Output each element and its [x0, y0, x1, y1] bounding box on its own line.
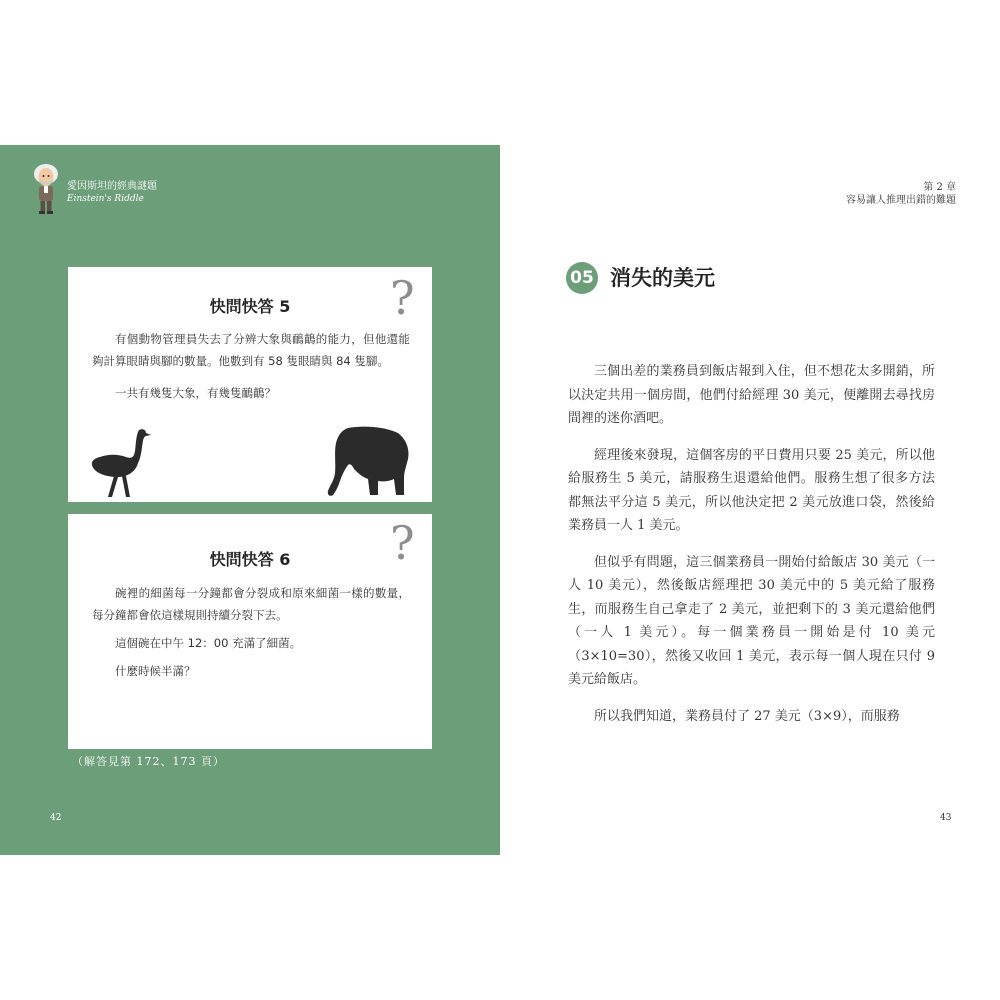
page-number-left: 42 [50, 813, 62, 823]
card-text [92, 328, 410, 404]
body-paragraph: 所以我們知道，業務員付了 27 美元（3×9），而服務 [594, 708, 900, 724]
body-text [568, 360, 935, 741]
card-paragraph: 這個碗在中午 12：00 充滿了細菌。 [115, 636, 302, 650]
card-question: 一共有幾隻大象，有幾隻鴯鶓？ [115, 386, 276, 400]
right-page [500, 145, 1000, 855]
body-paragraph: 三個出差的業務員到飯店報到入住，但不想花太多開銷，所以決定共用一個房間，他們付給經理 30 美元，便離開去尋找房間裡的迷你酒吧。 [568, 364, 935, 426]
book-subtitle: Einstein's Riddle [67, 194, 144, 204]
section-number-badge: 05 [566, 262, 598, 294]
left-page [0, 145, 500, 855]
card-title: 快問快答 5 [209, 297, 291, 316]
card-text [92, 582, 410, 682]
chapter-header [846, 181, 956, 207]
answer-reference: （解答見第 172、173 頁） [72, 755, 225, 768]
body-paragraph: 但似乎有問題，這三個業務員一開始付給飯店 30 美元（一人 10 美元），然後飯店經理把 30 美元中的 5 美元給了服務生，而服務生自己拿走了 2 美元，並把剩下的 3 美元還給他們（一人 1 美元）。每一個業務員一開始是付 10 美元（3×10=30），然後又收回 1 美元，表示每一個人現在只付 9 美元給飯店。 [568, 554, 935, 687]
card-question: 什麼時候半滿？ [115, 664, 196, 678]
quiz-card-6 [68, 514, 432, 749]
card-title: 快問快答 6 [209, 550, 291, 569]
page-number-right: 43 [940, 813, 952, 823]
book-title: 愛因斯坦的經典謎題 [67, 181, 157, 192]
einstein-illustration [31, 162, 61, 214]
question-mark-icon: ? [390, 516, 415, 570]
elephant-silhouette [320, 425, 410, 499]
card-paragraph: 碗裡的細菌每一分鐘都會分裂成和原來細菌一樣的數量，每分鐘都會依這樣規則持續分裂下去。 [92, 586, 410, 622]
question-mark-icon: ? [390, 271, 415, 325]
card-paragraph: 有個動物管理員失去了分辨大象與鴯鶓的能力，但他還能夠計算眼睛與腳的數量。他數到有 58 隻眼睛與 84 隻腳。 [92, 332, 410, 368]
chapter-label: 第 2 章 [923, 182, 956, 193]
chapter-title: 容易讓人推理出錯的難題 [846, 195, 956, 206]
section-title: 消失的美元 [610, 266, 715, 290]
body-paragraph: 經理後來發現，這個客房的平日費用只要 25 美元，所以他給服務生 5 美元，請服務生退還給他們。服務生想了很多方法都無法平分這 5 美元，所以他決定把 2 美元放進口袋，然後給業務員一人 1 美元。 [568, 447, 935, 533]
emu-silhouette [88, 427, 152, 499]
quiz-card-5 [68, 267, 432, 502]
